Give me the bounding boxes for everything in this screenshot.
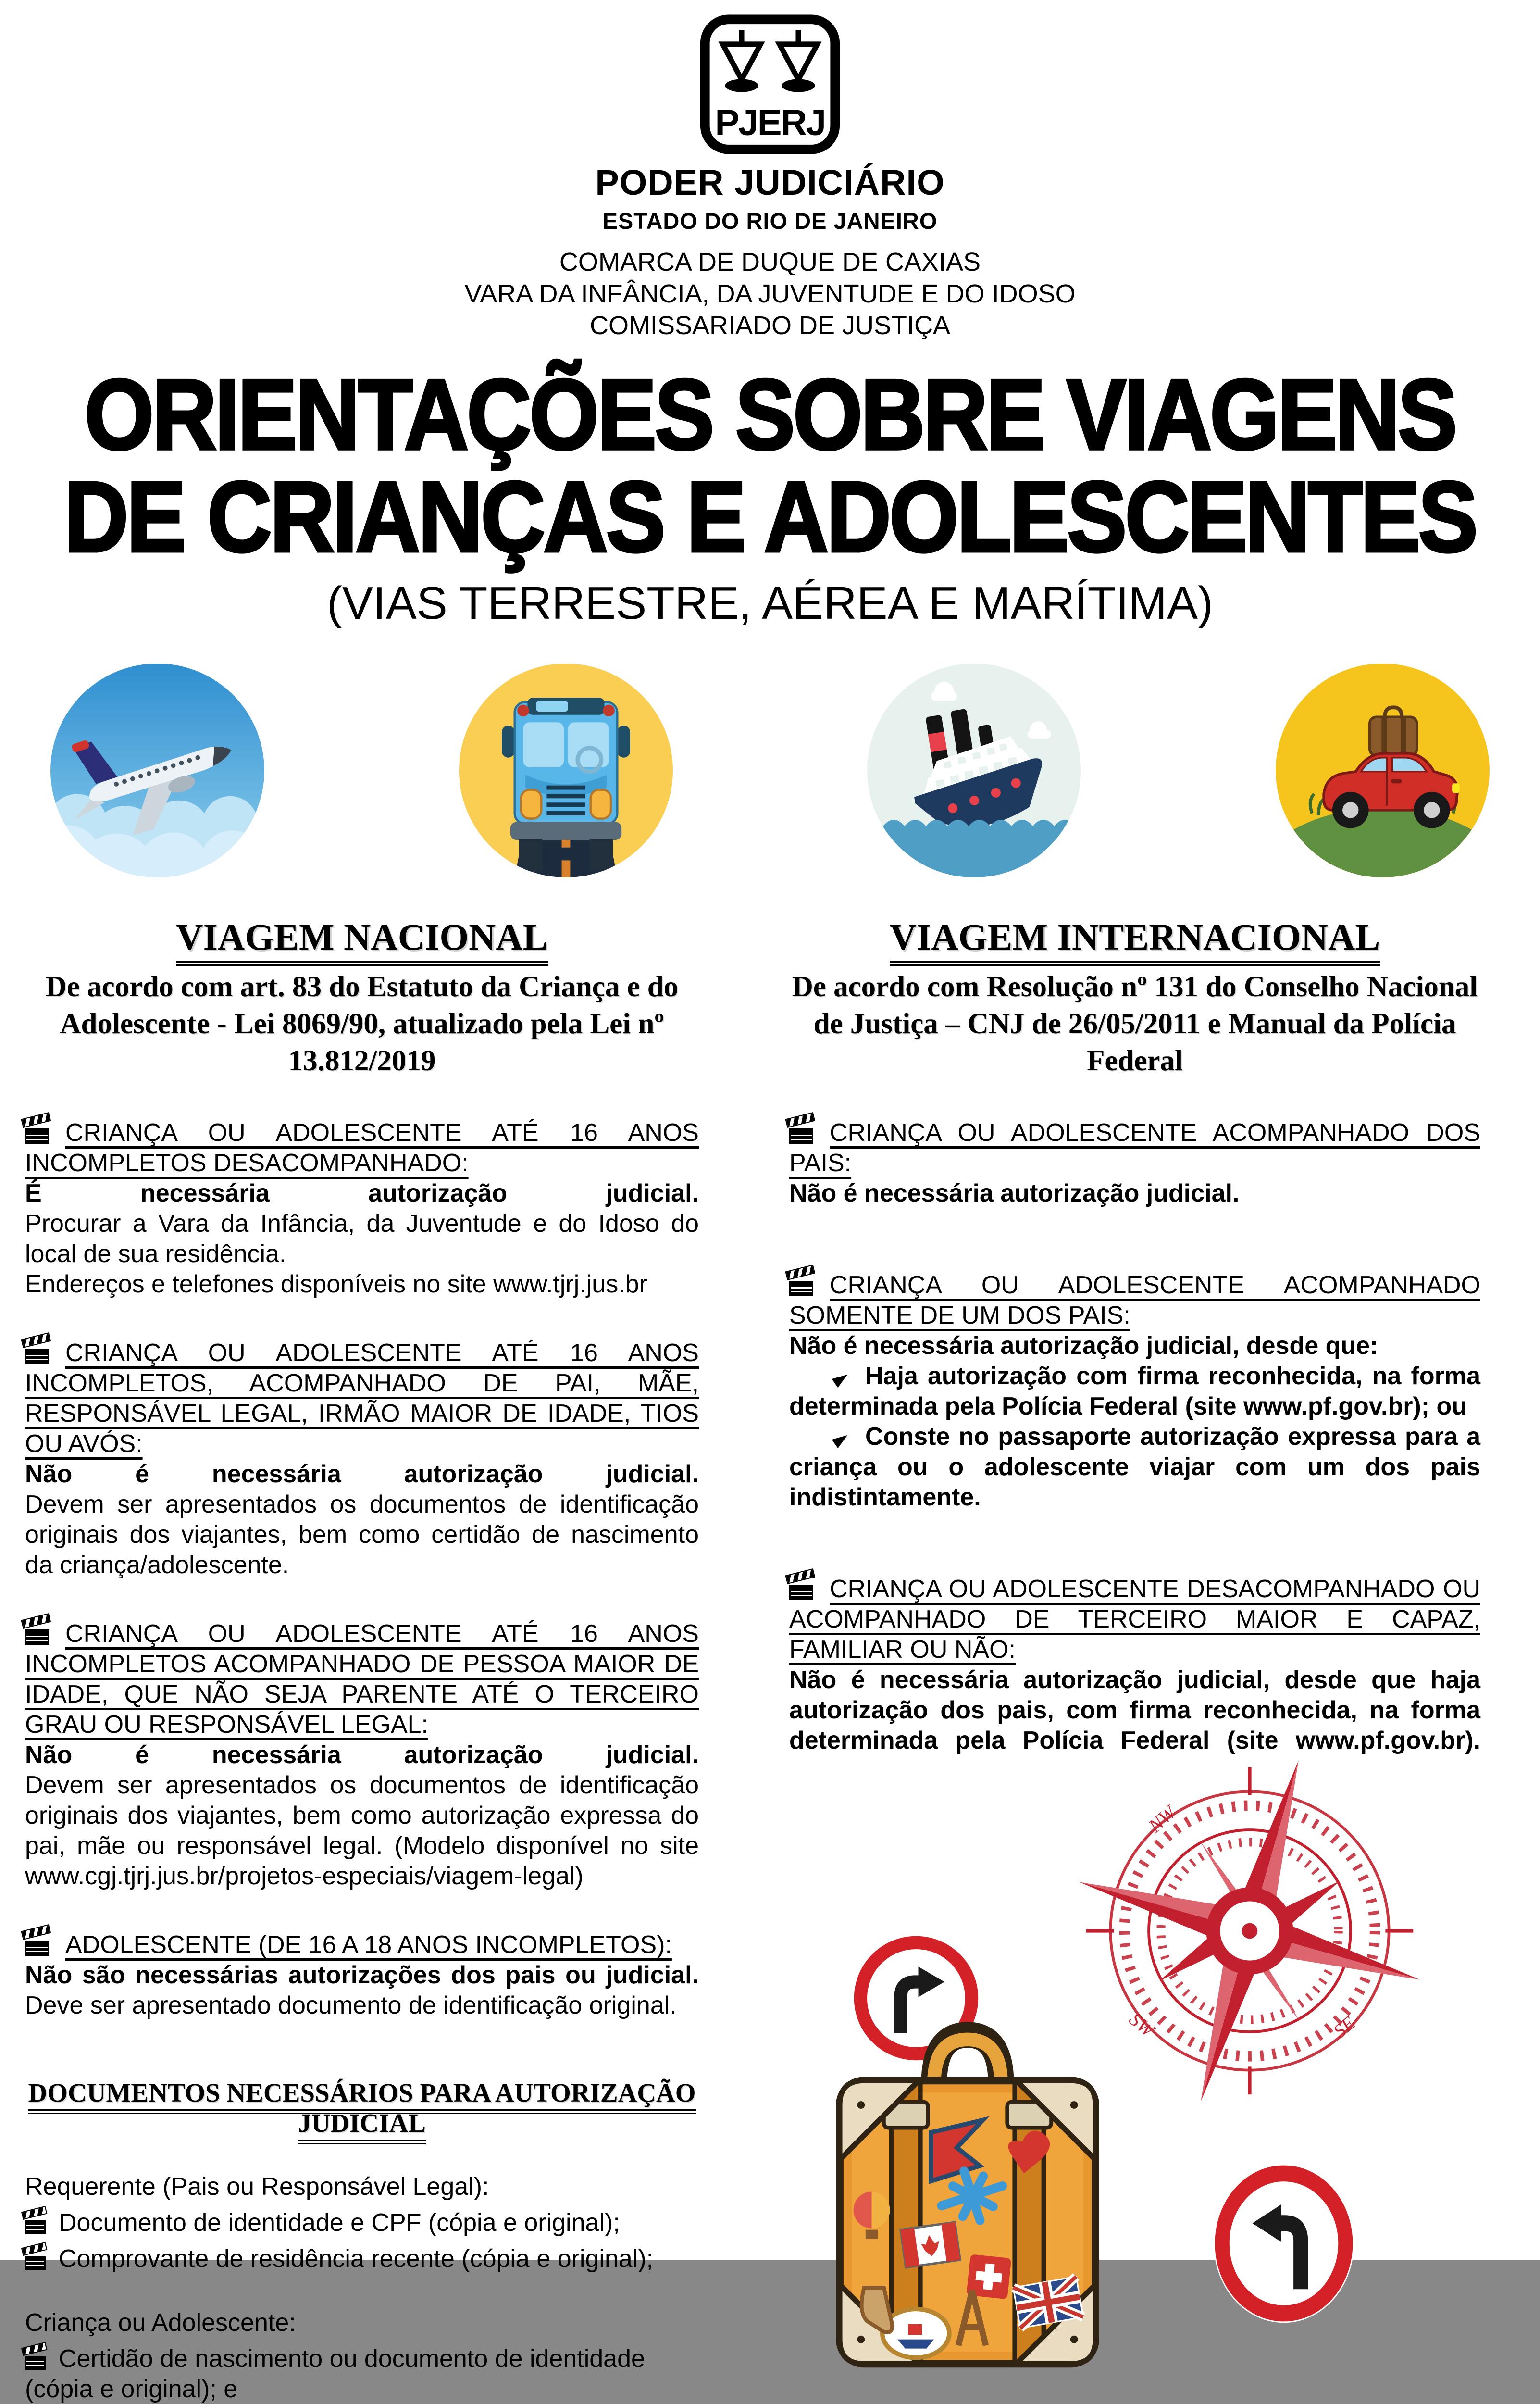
org-name: PODER JUDICIÁRIO	[595, 163, 945, 202]
international-block-1	[789, 1118, 1480, 1209]
block-bold-line: Não é necessária autorização judicial, desde que:	[789, 1332, 1379, 1360]
airplane-icon	[50, 664, 264, 877]
block-bold-line: É necessária autorização judicial.	[25, 1179, 699, 1208]
block-paragraph: Devem ser apresentados os documentos de identificação originais dos viajantes, bem como autorização expressa do pai, mãe ou responsável legal. (Modelo disponível no site www.cgj.tjrj.jus.br/projetos-especiais/viagem-legal)	[25, 1771, 699, 1891]
sub-bullet: Conste no passaporte autorização expressa para a criança ou o adolescente viajar com um dos pais indistintamente.	[789, 1423, 1480, 1512]
vara-line: VARA DA INFÂNCIA, DA JUVENTUDE E DO IDOSO	[464, 279, 1076, 308]
national-block-1	[25, 1118, 699, 1300]
international-title: VIAGEM INTERNACIONAL	[789, 922, 1480, 952]
main-title-line2: DE CRIANÇAS E ADOLESCENTES	[64, 461, 1476, 573]
international-block-2	[789, 1270, 1480, 1513]
comissariado-line: COMISSARIADO DE JUSTIÇA	[589, 311, 951, 340]
arrow-nib-icon	[832, 1431, 851, 1448]
car-icon	[1276, 664, 1490, 877]
international-column	[789, 916, 1480, 2404]
clapperboard-icon	[25, 1120, 51, 1144]
compass-label-se: SE	[1329, 2012, 1359, 2042]
regular-fragment: Deve ser apresentado documento de identificação original.	[25, 1991, 677, 2020]
crianca-label: Criança ou Adolescente:	[25, 2309, 296, 2337]
national-subtitle: De acordo com art. 83 do Estatuto da Criança e do Adolescente - Lei 8069/90, atualizado pela Lei nº 13.812/2019	[45, 971, 679, 1077]
clapperboard-icon	[789, 1272, 815, 1296]
national-block-2	[25, 1338, 699, 1580]
travel-suitcase-icon	[798, 2014, 1137, 2379]
clapperboard-icon	[25, 2213, 47, 2234]
clapperboard-icon	[25, 2349, 47, 2370]
comarca-line: COMARCA DE DUQUE DE CAXIAS	[559, 248, 981, 276]
block-bold-line: Não é necessária autorização judicial.	[789, 1179, 1240, 1208]
block-heading: ADOLESCENTE (DE 16 A 18 ANOS INCOMPLETOS):	[25, 1930, 699, 1960]
block-bold-line: Não é necessária autorização judicial.	[25, 1460, 699, 1489]
main-title	[0, 359, 1540, 573]
compass-label-nw: NW	[1144, 1802, 1180, 1837]
bus-icon	[459, 664, 673, 877]
org-subtitle: ESTADO DO RIO DE JANEIRO	[602, 208, 938, 234]
compass-label-sw: SW	[1125, 2008, 1158, 2041]
international-subtitle: De acordo com Resolução nº 131 do Conselho Nacional de Justiça – CNJ de 26/05/2011 e Manual da Polícia Federal	[792, 971, 1478, 1077]
artwork-area	[789, 1774, 1480, 2332]
national-block-4	[25, 1930, 699, 2021]
block-paragraph-2: Endereços e telefones disponíveis no site www.tjrj.jus.br	[25, 1270, 647, 1299]
scales-of-justice-icon	[698, 13, 842, 155]
block-heading: CRIANÇA OU ADOLESCENTE DESACOMPANHADO OU ACOMPANHADO DE TERCEIRO MAIOR E CAPAZ, FAMILIAR OU NÃO:	[789, 1574, 1480, 1665]
block-heading: CRIANÇA OU ADOLESCENTE ATÉ 16 ANOS INCOMPLETOS DESACOMPANHADO:	[25, 1118, 699, 1178]
main-title-line1: ORIENTAÇÕES SOBRE VIAGENS	[84, 359, 1456, 471]
pjerj-logo	[0, 13, 1540, 155]
ship-icon	[867, 664, 1081, 877]
transport-icons-row	[0, 664, 1540, 877]
header	[0, 0, 1540, 630]
sub-bullet: Haja autorização com firma reconhecida, na forma determinada pela Polícia Federal (site www.pf.gov.br); ou	[789, 1362, 1480, 1421]
block-heading: CRIANÇA OU ADOLESCENTE ATÉ 16 ANOS INCOMPLETOS ACOMPANHADO DE PESSOA MAIOR DE IDADE, QUE NÃO SEJA PARENTE ATÉ O TERCEIRO GRAU OU RESPONSÁVEL LEGAL:	[25, 1619, 699, 1740]
arrow-nib-icon	[832, 1370, 851, 1388]
bold-fragment: Não são necessárias autorizações dos pais ou judicial.	[25, 1961, 699, 1990]
doc-item: Documento de identidade e CPF (cópia e original);	[25, 2208, 699, 2238]
block-bold-paragraph: Não é necessária autorização judicial, desde que haja autorização dos pais, com firma reconhecida, na forma determinada pela Polícia Federal (site www.pf.gov.br).	[789, 1666, 1480, 1755]
block-paragraph: Procurar a Vara da Infância, da Juventude e do Idoso do local de sua residência.	[25, 1210, 699, 1268]
clapperboard-icon	[25, 1932, 51, 1956]
clapperboard-icon	[25, 2249, 47, 2270]
main-subtitle: (VIAS TERRESTRE, AÉREA E MARÍTIMA)	[327, 577, 1213, 629]
logo-text: PJERJ	[715, 102, 825, 144]
national-column	[25, 916, 699, 2404]
block-heading: CRIANÇA OU ADOLESCENTE ACOMPANHADO SOMENTE DE UM DOS PAIS:	[789, 1270, 1480, 1331]
doc-item: Certidão de nascimento ou documento de identidade (cópia e original); e	[25, 2344, 699, 2404]
clapperboard-icon	[25, 1621, 51, 1645]
doc-item: Comprovante de residência recente (cópia e original);	[25, 2244, 699, 2274]
block-heading: CRIANÇA OU ADOLESCENTE ATÉ 16 ANOS INCOMPLETOS, ACOMPANHADO DE PAI, MÃE, RESPONSÁVEL LEGAL, IRMÃO MAIOR DE IDADE, TIOS OU AVÓS:	[25, 1338, 699, 1459]
block-paragraph	[25, 1960, 699, 2021]
requerente-label: Requerente (Pais ou Responsável Legal):	[25, 2173, 489, 2201]
turn-left-sign-icon	[1211, 2163, 1356, 2324]
block-heading: CRIANÇA OU ADOLESCENTE ACOMPANHADO DOS PAIS:	[789, 1118, 1480, 1178]
content-columns	[0, 916, 1540, 2404]
clapperboard-icon	[25, 1340, 51, 1364]
national-block-3	[25, 1619, 699, 1891]
documents-title: DOCUMENTOS NECESSÁRIOS PARA AUTORIZAÇÃO JUDICIAL	[25, 2078, 699, 2138]
block-bold-line: Não é necessária autorização judicial.	[25, 1741, 699, 1769]
international-block-3	[789, 1574, 1480, 1756]
clapperboard-icon	[789, 1576, 815, 1600]
block-paragraph: Devem ser apresentados os documentos de identificação originais dos viajantes, bem como certidão de nascimento da criança/adolescente.	[25, 1490, 699, 1579]
clapperboard-icon	[789, 1120, 815, 1144]
national-title: VIAGEM NACIONAL	[25, 922, 699, 952]
